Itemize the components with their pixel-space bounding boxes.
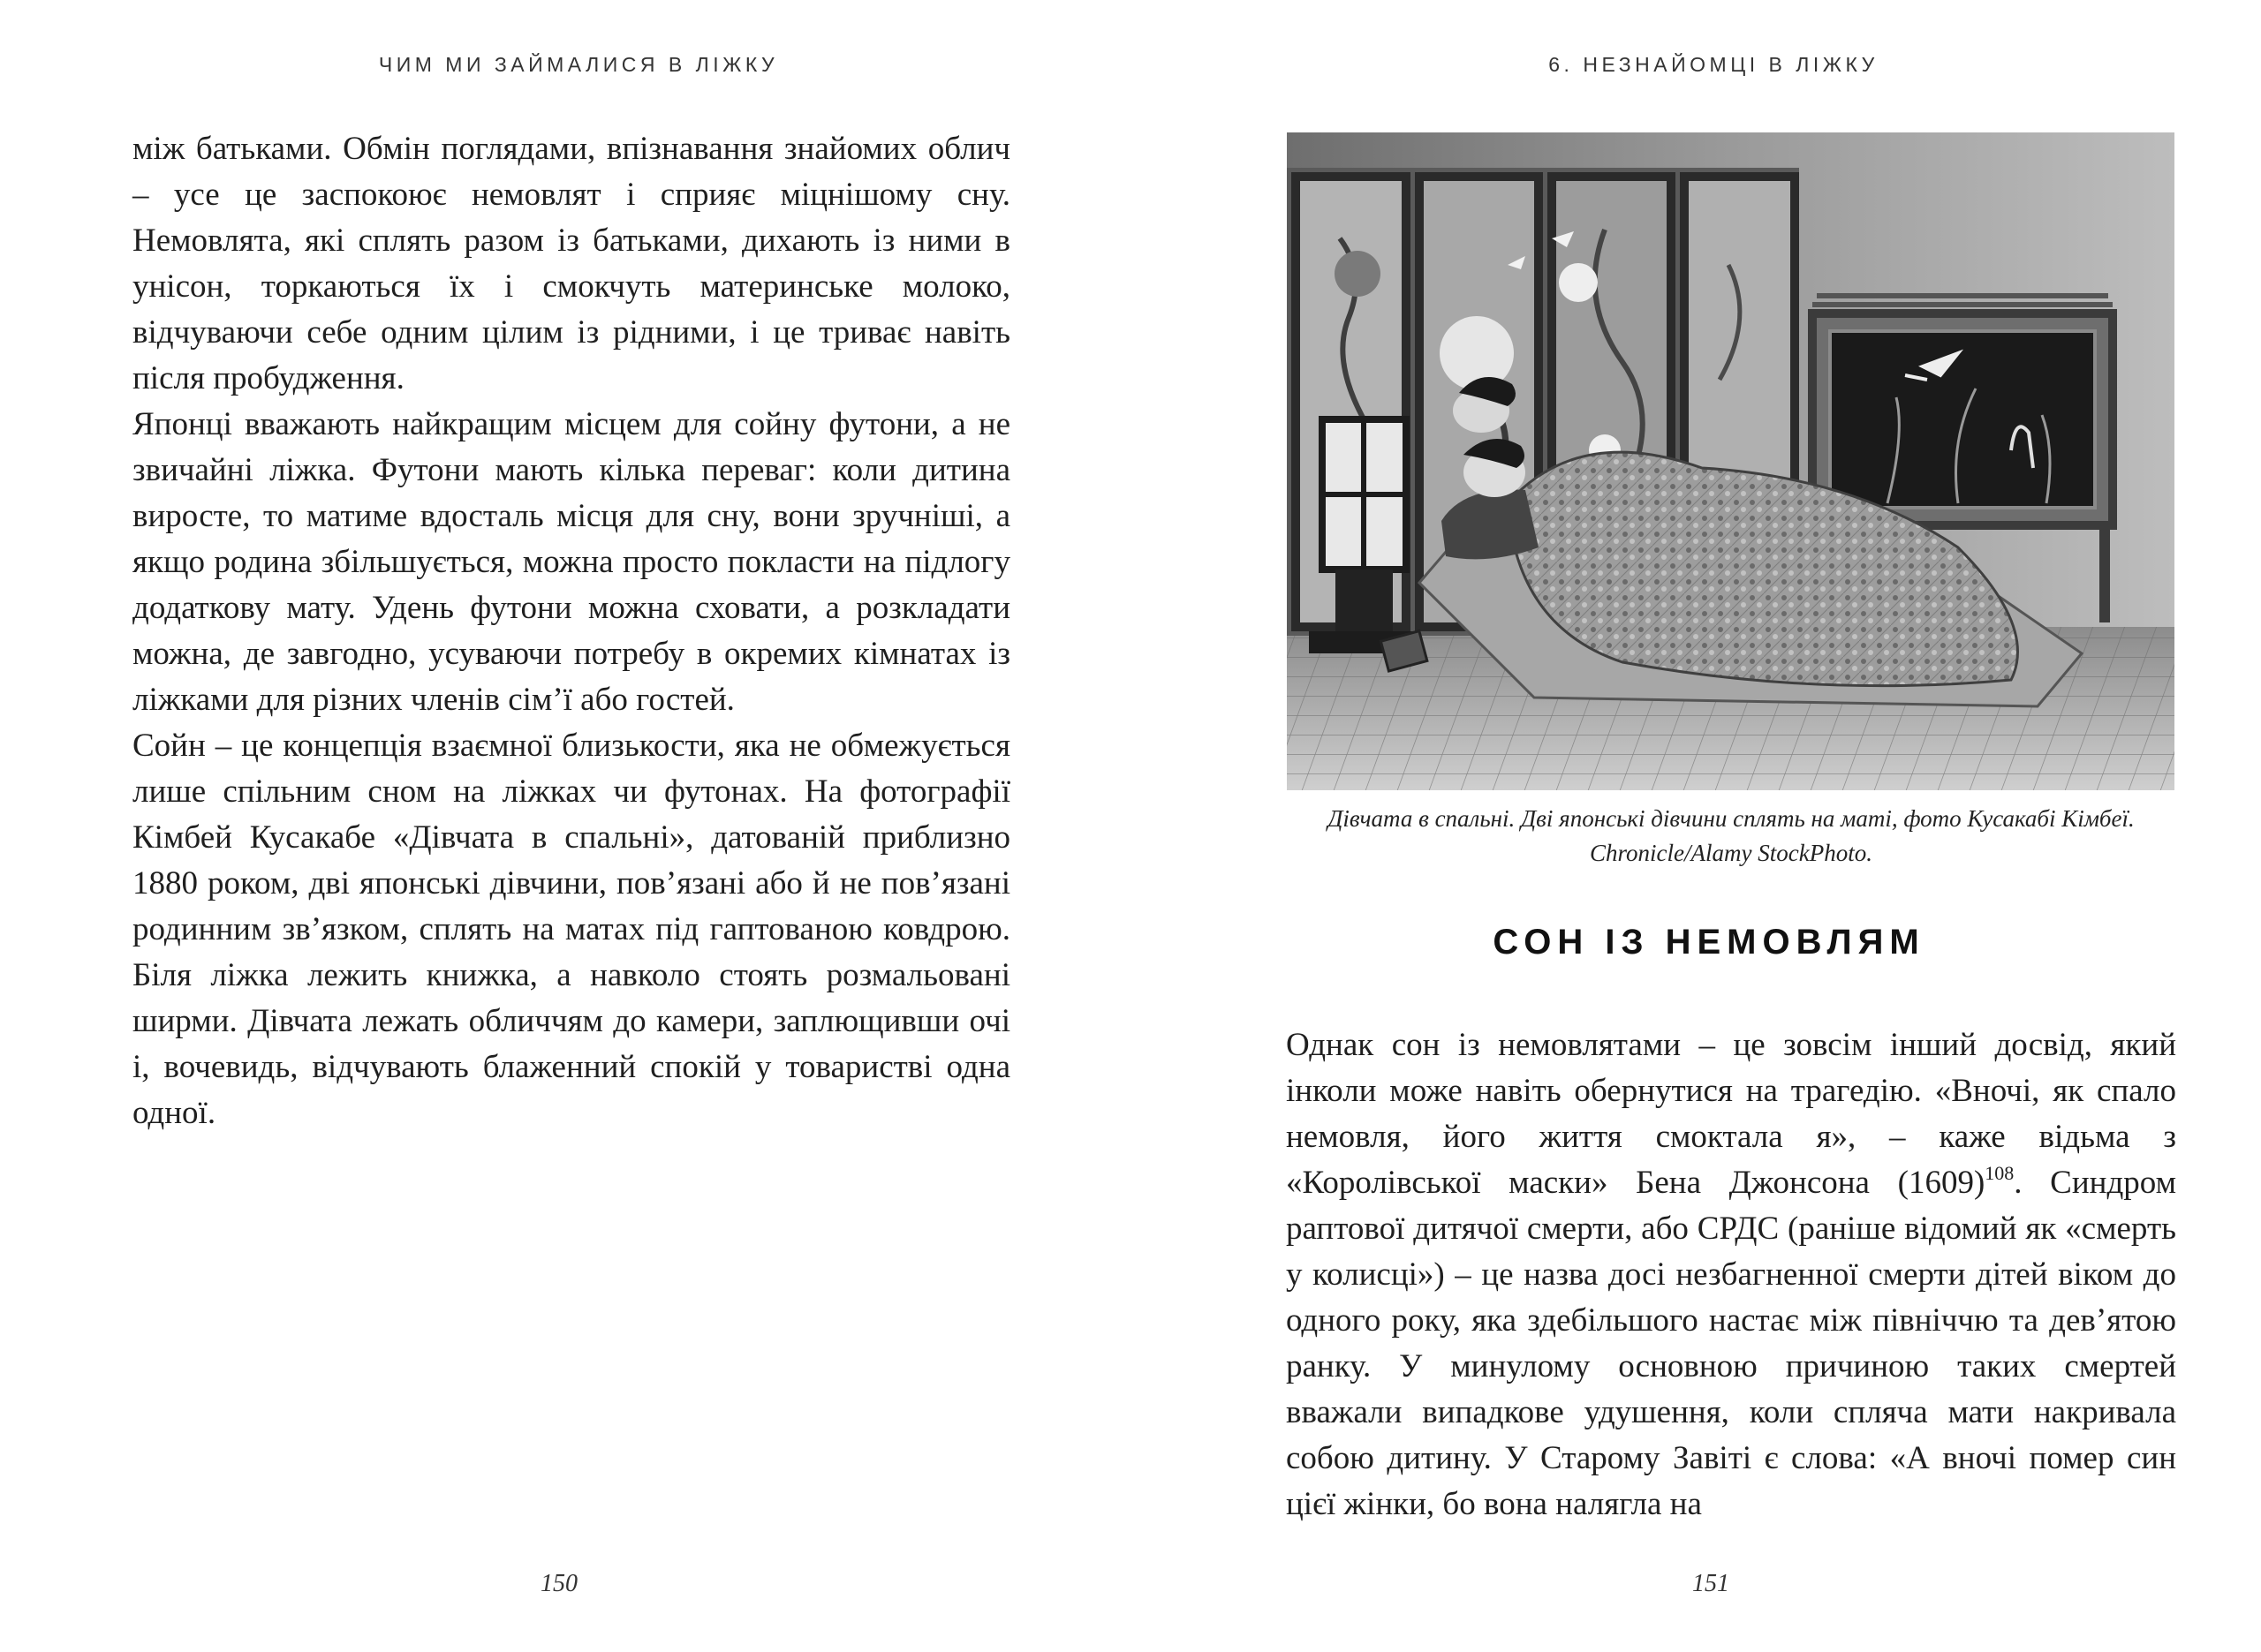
section-title: СОН ІЗ НЕМОВЛЯМ [1493,923,1925,962]
photograph [1287,132,2174,790]
paragraph-3: Сойн – це концепція взаємної близькости, яка не обмежується лише спільним сном на ліжках чи футонах. На фотографії Кімбей Кусакабе «Дівчата в спальні», датованій приблизно 1880 роком, дві японські дівчини, пов’язані або й не пов’язані родинним зв’язком, сплять на матах під гаптованою ковдрою. Біля ліжка лежить книжка, а навколо стоять розмальовані ширми. Дівчата лежать обличчям до камери, заплющивши очі і, вочевидь, відчувають блаженний спокій у товаристві одна одної. [132,728,1010,1131]
right-page [1130,0,2261,1652]
photo-caption [1263,802,2199,871]
running-head-right: 6. НЕЗНАЙОМЦІ В ЛІЖКУ [1548,53,1879,76]
page-number-right: 151 [1692,1570,1729,1597]
caption-line-1: Дівчата в спальні. Дві японські дівчини сплять на маті, фото Кусакабі Кімбеї. [1327,805,2135,832]
left-body-text [132,126,1010,1136]
footnote-reference: 108 [1985,1162,2015,1184]
caption-line-2: Chronicle/Alamy StockPhoto. [1590,840,1872,866]
running-head-left: ЧИМ МИ ЗАЙМАЛИСЯ В ЛІЖКУ [378,53,779,76]
photograph-girls-sleeping-on-futon-icon [1287,132,2174,790]
page-number-left: 150 [541,1570,578,1597]
paragraph-4 [1286,1022,2176,1528]
paragraph-4-part-2: . Синдром раптової дитячої смерти, або СРДС (раніше відомий як «смерть у колисці») – це назва досі незбагненної смерти дітей віком до одного року, яка здебільшого настає між північчю та дев’ятою ранку. У минулому основною причиною таких смертей вважали випадкове удушення, коли спляча мати накривала собою дитину. У Старому Завіті є слова: «А вночі помер син цієї жінки, бо вона налягла на [1286,1165,2176,1522]
paragraph-4-part-1: Однак сон із немовлятами – це зовсім інший досвід, який інколи може навіть обернутися на трагедію. «Вночі, як спало немовля, його життя смоктала я», – каже відьма з «Королівської маски» Бена Джонсона (1609) [1286,1027,2176,1201]
paragraph-1: між батьками. Обмін поглядами, впізнавання знайомих облич – усе це заспокоює немовлят і сприяє міцнішому сну. Немовлята, які сплять разом із батьками, дихають із ними в унісон, торкаються їх і смокчуть материнське молоко, відчуваючи себе одним цілим із рідними, і це триває навіть після пробудження. [132,131,1010,396]
right-body-text [1286,1022,2176,1528]
left-page [0,0,1130,1652]
paragraph-2: Японці вважають найкращим місцем для сойну футони, а не звичайні ліжка. Футони мають кілька переваг: коли дитина виросте, то матиме вдосталь місця для сну, вони зручніші, а якщо родина збільшується, можна просто покласти на підлогу додаткову мату. Удень футони можна сховати, а розкладати можна, де завгодно, усуваючи потребу в окремих кімнатах із ліжками для різних членів сім’ї або гостей. [132,406,1010,718]
